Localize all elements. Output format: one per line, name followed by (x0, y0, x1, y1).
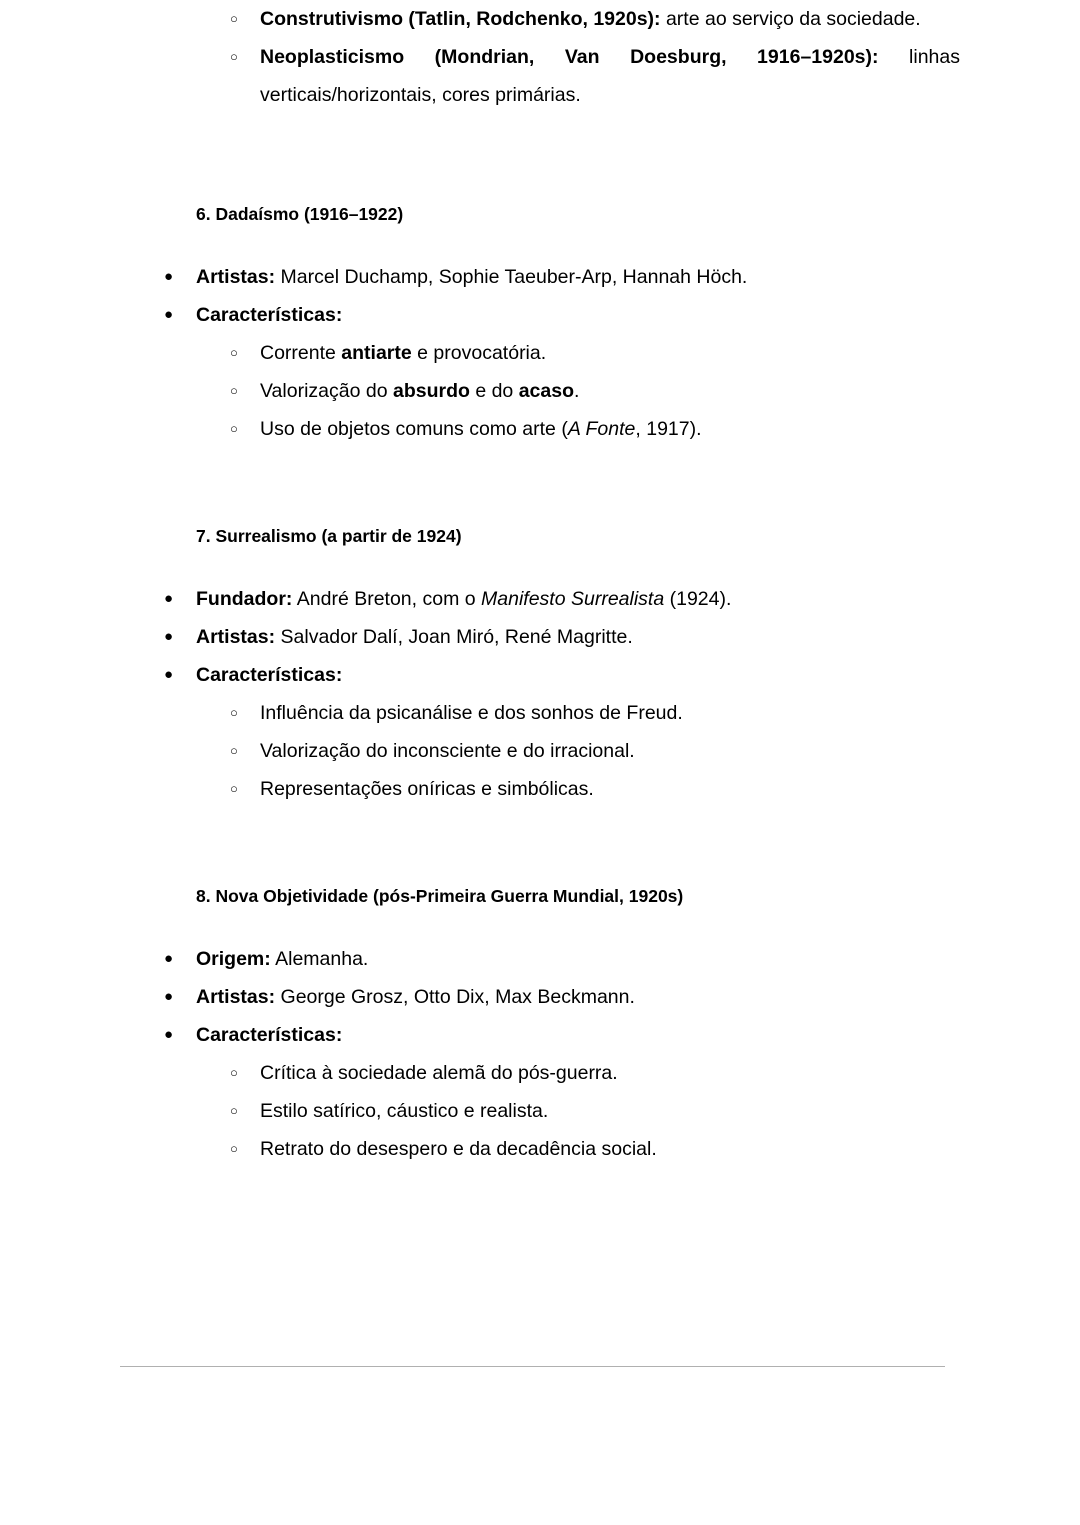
sub-text-bold: antiarte (341, 342, 412, 364)
list-item (120, 580, 960, 618)
sub-text: Crítica à sociedade alemã do pós-guerra. (260, 1062, 618, 1084)
bullet-circle-icon: ○ (230, 781, 238, 796)
sublist-nova-objetividade (120, 1054, 960, 1168)
list-item (120, 410, 960, 448)
bullet-dot-icon: ● (164, 590, 174, 607)
bullet-circle-icon: ○ (230, 743, 238, 758)
list-item (120, 38, 960, 114)
sublist-dadaismo (120, 334, 960, 448)
sub-text-bold-2: acaso (518, 380, 574, 402)
term-description: arte ao serviço da sociedade. (660, 8, 921, 30)
list-item-body (260, 0, 960, 38)
bullet-circle-icon: ○ (230, 49, 238, 64)
section-list-nova-objetividade (120, 940, 960, 1168)
bullet-dot-icon: ● (164, 268, 174, 285)
bullet-label: Artistas: (196, 986, 276, 1008)
bullet-label: Características: (196, 664, 343, 686)
list-item (120, 372, 960, 410)
bullet-text: Salvador Dalí, Joan Miró, René Magritte. (275, 626, 633, 648)
sub-text: Valorização do inconsciente e do irracional. (260, 740, 635, 762)
sublist-container (120, 1054, 960, 1168)
list-item-body (260, 38, 960, 114)
spacer (120, 910, 960, 940)
section-heading-nova-objetividade: 8. Nova Objetividade (pós-Primeira Guerra Mundial, 1920s) (196, 886, 684, 906)
term-label: Neoplasticismo (Mondrian, Van Doesburg, 1916–1920s): (260, 46, 879, 68)
bullet-label: Artistas: (196, 626, 276, 648)
sub-text-post: e provocatória. (411, 342, 547, 364)
list-item (120, 0, 960, 38)
list-item (120, 258, 960, 296)
bullet-circle-icon: ○ (230, 1141, 238, 1156)
bullet-label: Características: (196, 304, 343, 326)
sub-text-post: , 1917). (635, 418, 702, 440)
section-heading-dadaismo: 6. Dadaísmo (1916–1922) (196, 204, 404, 224)
bullet-text: Marcel Duchamp, Sophie Taeuber-Arp, Hannah Höch. (275, 266, 748, 288)
footer-divider (120, 1366, 945, 1367)
bullet-circle-icon: ○ (230, 383, 238, 398)
bullet-text: Alemanha. (270, 948, 369, 970)
sub-text-bold: absurdo (392, 380, 470, 402)
list-item (120, 1054, 960, 1092)
list-item (120, 1130, 960, 1168)
bullet-label: Origem: (196, 948, 271, 970)
list-item (120, 1092, 960, 1130)
bullet-label: Fundador: (196, 588, 293, 610)
bullet-circle-icon: ○ (230, 345, 238, 360)
page-content (120, 0, 960, 1168)
list-item (120, 334, 960, 372)
bullet-circle-icon: ○ (230, 11, 238, 26)
spacer (120, 808, 960, 882)
term-description: linhas verticais/horizontais, cores primárias. (260, 46, 960, 106)
bullet-label: Artistas: (196, 266, 276, 288)
bullet-circle-icon: ○ (230, 1065, 238, 1080)
section-list-surrealismo (120, 580, 960, 808)
sub-text-pre: Corrente (260, 342, 342, 364)
bullet-dot-icon: ● (164, 988, 174, 1005)
bullet-text-tail: (1924). (664, 588, 732, 610)
bullet-text-italic: Manifesto Surrealista (481, 588, 665, 610)
bullet-dot-icon: ● (164, 628, 174, 645)
list-item (120, 618, 960, 656)
list-item (120, 694, 960, 732)
bullet-label: Características: (196, 1024, 343, 1046)
sub-text: Retrato do desespero e da decadência social. (260, 1138, 657, 1160)
bullet-dot-icon: ● (164, 950, 174, 967)
sub-text: Influência da psicanálise e dos sonhos de Freud. (260, 702, 683, 724)
bullet-text: André Breton, com o (292, 588, 482, 610)
section-heading-surrealismo: 7. Surrealismo (a partir de 1924) (196, 526, 462, 546)
list-item (120, 940, 960, 978)
list-item (120, 732, 960, 770)
sublist-container (120, 694, 960, 808)
sub-text-italic: A Fonte (567, 418, 636, 440)
sub-text-mid: e do (469, 380, 519, 402)
sublist-surrealismo (120, 694, 960, 808)
bullet-dot-icon: ● (164, 306, 174, 323)
spacer (120, 228, 960, 258)
spacer (120, 550, 960, 580)
bullet-dot-icon: ● (164, 1026, 174, 1043)
sub-text-post: . (574, 380, 580, 402)
sub-text-pre: Uso de objetos comuns como arte ( (260, 418, 568, 440)
list-item (120, 656, 960, 694)
sublist-container (120, 334, 960, 448)
list-item (120, 770, 960, 808)
list-item (120, 1016, 960, 1054)
bullet-dot-icon: ● (164, 666, 174, 683)
sub-text: Representações oníricas e simbólicas. (260, 778, 594, 800)
bullet-circle-icon: ○ (230, 1103, 238, 1118)
spacer (120, 448, 960, 522)
bullet-circle-icon: ○ (230, 705, 238, 720)
section-list-dadaismo (120, 258, 960, 448)
bullet-circle-icon: ○ (230, 421, 238, 436)
list-item (120, 978, 960, 1016)
continued-sublist (120, 0, 960, 114)
sub-text: Estilo satírico, cáustico e realista. (260, 1100, 549, 1122)
list-item (120, 296, 960, 334)
term-label: Construtivismo (Tatlin, Rodchenko, 1920s): (260, 8, 661, 30)
sub-text-pre: Valorização do (260, 380, 393, 402)
bullet-text: George Grosz, Otto Dix, Max Beckmann. (275, 986, 635, 1008)
spacer (120, 114, 960, 200)
